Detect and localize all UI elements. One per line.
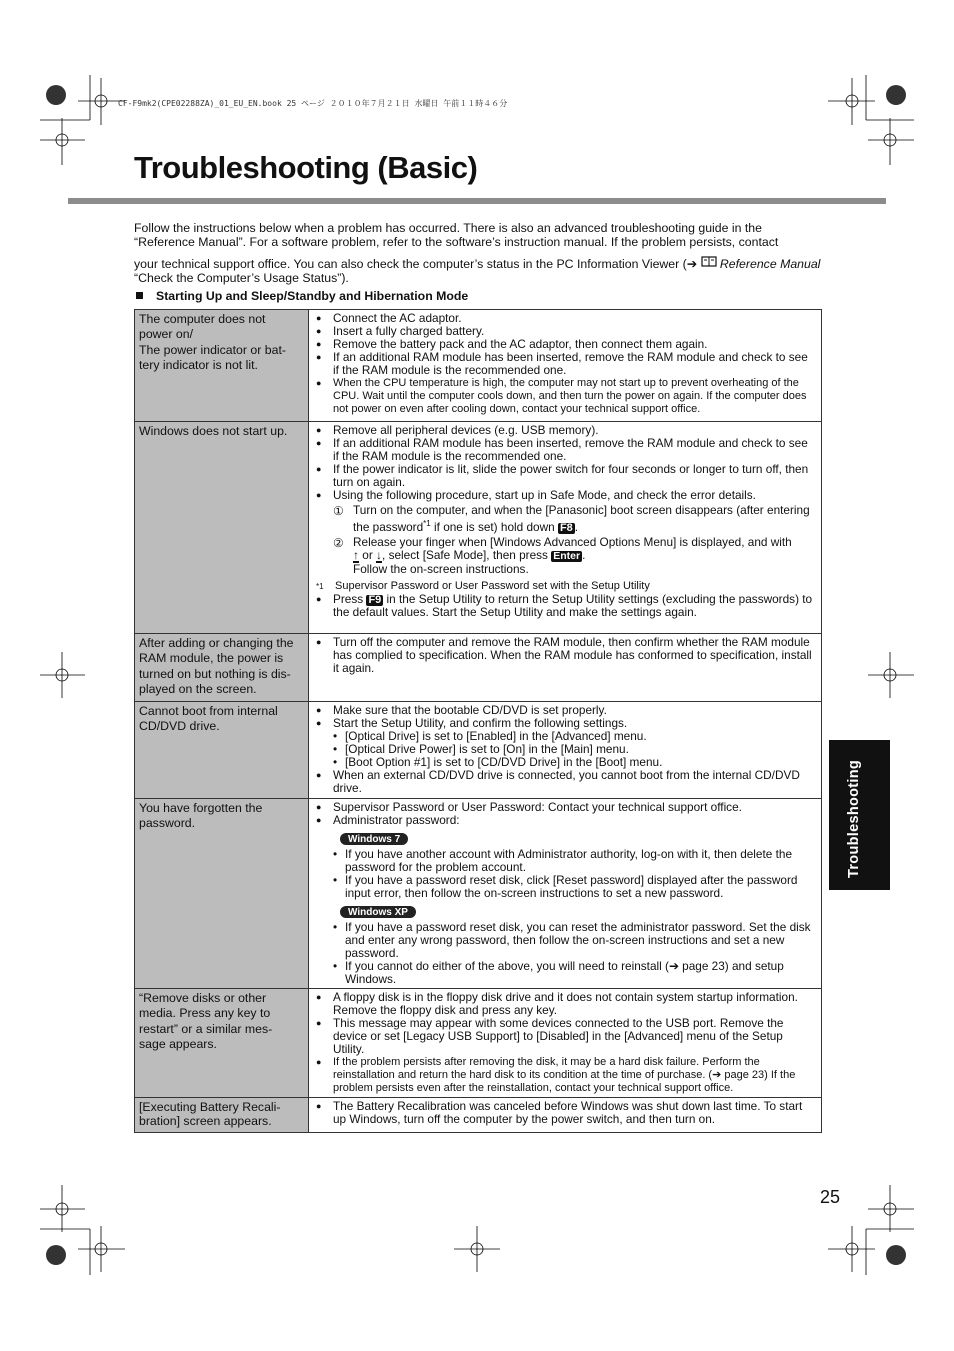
list-item: ● Remove the battery pack and the AC adaptor, then connect them again. [316, 337, 708, 351]
bullet-icon: ● [316, 339, 322, 349]
sub-item: • [Boot Option #1] is set to [CD/DVD Drive] in the [Boot] menu. [333, 755, 663, 769]
bullet-icon: ● [316, 593, 322, 604]
list-item: ● Administrator password: [316, 813, 460, 827]
f9-key: F9 [368, 593, 382, 606]
page-number: 25 [820, 1187, 841, 1207]
bullet-icon: ● [316, 313, 322, 323]
solution-cell [309, 422, 822, 634]
list-item: ● If the power indicator is lit, slide the power switch for four seconds or longer to turn off, then turn on again. [316, 462, 809, 489]
bullet-icon: ● [316, 326, 322, 336]
solution-cell [309, 799, 822, 989]
windowsxp-badge: Windows XP [340, 906, 416, 918]
troubleshooting-table [134, 309, 822, 1133]
sub-item: • If you cannot do either of the above, you will need to reinstall (➔ page 23) and setup Windows. [333, 959, 784, 986]
sub-item: • If you have a password reset disk, you can reset the administrator password. Set the disk and enter any wrong password, then follow the on-screen instructions and set a new password. [333, 920, 811, 960]
sub-item: • If you have a password reset disk, click [Reset password] displayed after the password input error, then follow the on-screen instructions to set a new password. [333, 873, 798, 900]
page-title: Troubleshooting (Basic) [134, 150, 478, 185]
arrow-icon: ➔ [668, 959, 679, 973]
bullet-icon: ● [316, 425, 322, 435]
footnote-mark: *1 [316, 581, 324, 591]
symptom-cell: “Remove disks or other media. Press any key to restart” or a similar mes- sage appears. [135, 989, 309, 1098]
bullet-icon: ● [316, 378, 322, 388]
reference-manual-icon [701, 255, 717, 271]
list-item: ● When an external CD/DVD drive is connected, you cannot boot from the internal CD/DVD drive. [316, 768, 800, 795]
bullet-icon: ● [316, 490, 322, 500]
list-item: ● Start the Setup Utility, and confirm the following settings. [316, 716, 628, 730]
table-row [135, 422, 822, 634]
table-row [135, 702, 822, 799]
step-number-2: ② [333, 535, 344, 550]
intro-text-1: Follow the instructions below when a problem has occurred. There is also an advanced troubleshooting guide in the “Reference Manual”. For a software problem, refer to the software’s instruction manual. If the problem persists, contact [134, 221, 779, 249]
list-item: ● Remove all peripheral devices (e.g. USB memory). [316, 423, 599, 437]
section-heading: Starting Up and Sleep/Standby and Hibernation Mode [134, 289, 468, 303]
side-tab-troubleshooting: Troubleshooting [829, 740, 890, 890]
list-item: ● Using the following procedure, start up in Safe Mode, and check the error details. [316, 488, 756, 502]
title-rule [68, 198, 886, 204]
list-item: ● Make sure that the bootable CD/DVD is set properly. [316, 703, 607, 717]
step-number-1: ① [333, 504, 344, 518]
arrow-icon: ➔ [712, 1069, 722, 1081]
table-row [135, 799, 822, 989]
solution-cell [309, 634, 822, 702]
bullet-icon: ● [316, 1057, 322, 1067]
list-item: ● Insert a fully charged battery. [316, 324, 485, 338]
symptom-cell: You have forgotten the password. [135, 799, 309, 989]
bullet-icon: ● [316, 802, 322, 812]
bullet-icon: ● [316, 705, 322, 715]
table-row [135, 1098, 822, 1133]
bullet-icon: ● [316, 1018, 322, 1028]
list-item: ● Supervisor Password or User Password: Contact your technical support office. [316, 800, 742, 814]
symptom-cell: The computer does not power on/ The power indicator or bat- tery indicator is not lit. [135, 310, 309, 422]
solution-cell [309, 702, 822, 799]
list-item: ● The Battery Recalibration was canceled before Windows was shut down last time. To start up Windows, turn off the computer by the power switch, and then turn on. [316, 1099, 803, 1126]
solution-cell [309, 310, 822, 422]
intro-paragraph [134, 221, 824, 285]
symptom-cell: Cannot boot from internal CD/DVD drive. [135, 702, 309, 799]
footnote: *1 Supervisor Password or User Password set with the Setup Utility [316, 579, 650, 592]
bullet-icon: ● [316, 352, 322, 362]
table-row [135, 989, 822, 1098]
bullet-icon: ● [316, 1101, 322, 1111]
step-item: ② Release your finger when [Windows Advanced Options Menu] is displayed, and with ↑ or ↓, select [Safe Mode], then press Enter . Follow the on-screen instructions. [316, 536, 816, 576]
enter-key: Enter [553, 549, 581, 562]
table-row [135, 634, 822, 702]
bullet-icon: ● [316, 438, 322, 448]
arrow-icon: ➔ [686, 257, 698, 271]
bullet-icon: ● [316, 637, 322, 647]
list-item: ● If an additional RAM module has been inserted, remove the RAM module and check to see if the RAM module is the recommended one. [316, 350, 808, 377]
list-item: ● A floppy disk is in the floppy disk drive and it does not contain system startup information. Remove the floppy disk and press any key. [316, 990, 798, 1017]
list-item: ● Turn off the computer and remove the RAM module, then confirm whether the RAM module has complied to specification. When the RAM module has conformed to specification, install it again. [316, 635, 812, 675]
solution-cell [309, 1098, 822, 1133]
square-bullet-icon [136, 292, 143, 299]
list-item: ● Connect the AC adaptor. [316, 311, 462, 325]
sub-item: • If you have another account with Administrator authority, log-on with it, then delete the password for the problem account. [333, 847, 793, 874]
sub-item: • [Optical Drive] is set to [Enabled] in the [Advanced] menu. [333, 729, 647, 743]
list-item: ● Press F9 in the Setup Utility to return the Setup Utility settings (excluding the passwords) to the default values. Start the Setup Utility and make the settings again. [316, 591, 813, 619]
step-item: ① Turn on the computer, and when the [Panasonic] boot screen disappears (after entering the password$^{*1}$ if one is set) hold down F8 . [316, 504, 816, 534]
list-item: ● When the CPU temperature is high, the computer may not start up to prevent overheating of the CPU. Wait until the computer cools down, and then turn the power on again. If the computer does not power on even after cooling down, contact your technical support office. [316, 377, 807, 415]
sub-item: • [Optical Drive Power] is set to [On] in the [Main] menu. [333, 742, 629, 756]
table-row [135, 310, 822, 422]
intro-text-2: your technical support office. You can also check the computer’s status in the PC Information Viewer (➔ Reference Manual “Check the Computer’s Usage Status”). [134, 257, 821, 285]
symptom-cell: [Executing Battery Recali- bration] screen appears. [135, 1098, 309, 1133]
down-arrow-key: ↓ [376, 547, 383, 562]
list-item: ● If an additional RAM module has been inserted, remove the RAM module and check to see if the RAM module is the recommended one. [316, 436, 808, 463]
bullet-icon: ● [316, 770, 322, 780]
symptom-cell: After adding or changing the RAM module, the power is turned on but nothing is dis- played on the screen. [135, 634, 309, 702]
symptom-cell: Windows does not start up. [135, 422, 309, 634]
solution-cell [309, 989, 822, 1098]
up-arrow-key: ↑ [353, 547, 359, 562]
bullet-icon: ● [316, 992, 322, 1002]
bullet-icon: ● [316, 815, 322, 825]
bullet-icon: ● [316, 718, 322, 728]
bullet-icon: ● [316, 464, 322, 474]
f8-key: F8 [559, 521, 573, 534]
print-header-line: CF-F9mk2(CPE02288ZA)_01_EU_EN.book 25 ページ ２０１０年７月２１日 水曜日 午前１１時４６分 [118, 99, 508, 108]
list-item: ● This message may appear with some devices connected to the USB port. Remove the device or set [Legacy USB Support] to [Disabled] in the [Advanced] menu of the Setup Utility. [316, 1016, 784, 1056]
list-item: ● If the problem persists after removing the disk, it may be a hard disk failure. Perform the reinstallation and return the hard disk to its condition at the time of purchase. (➔ page 23) If the problem persists even after the reinstallation, contact your technical support office. [316, 1056, 796, 1094]
windows7-badge: Windows 7 [340, 833, 408, 845]
